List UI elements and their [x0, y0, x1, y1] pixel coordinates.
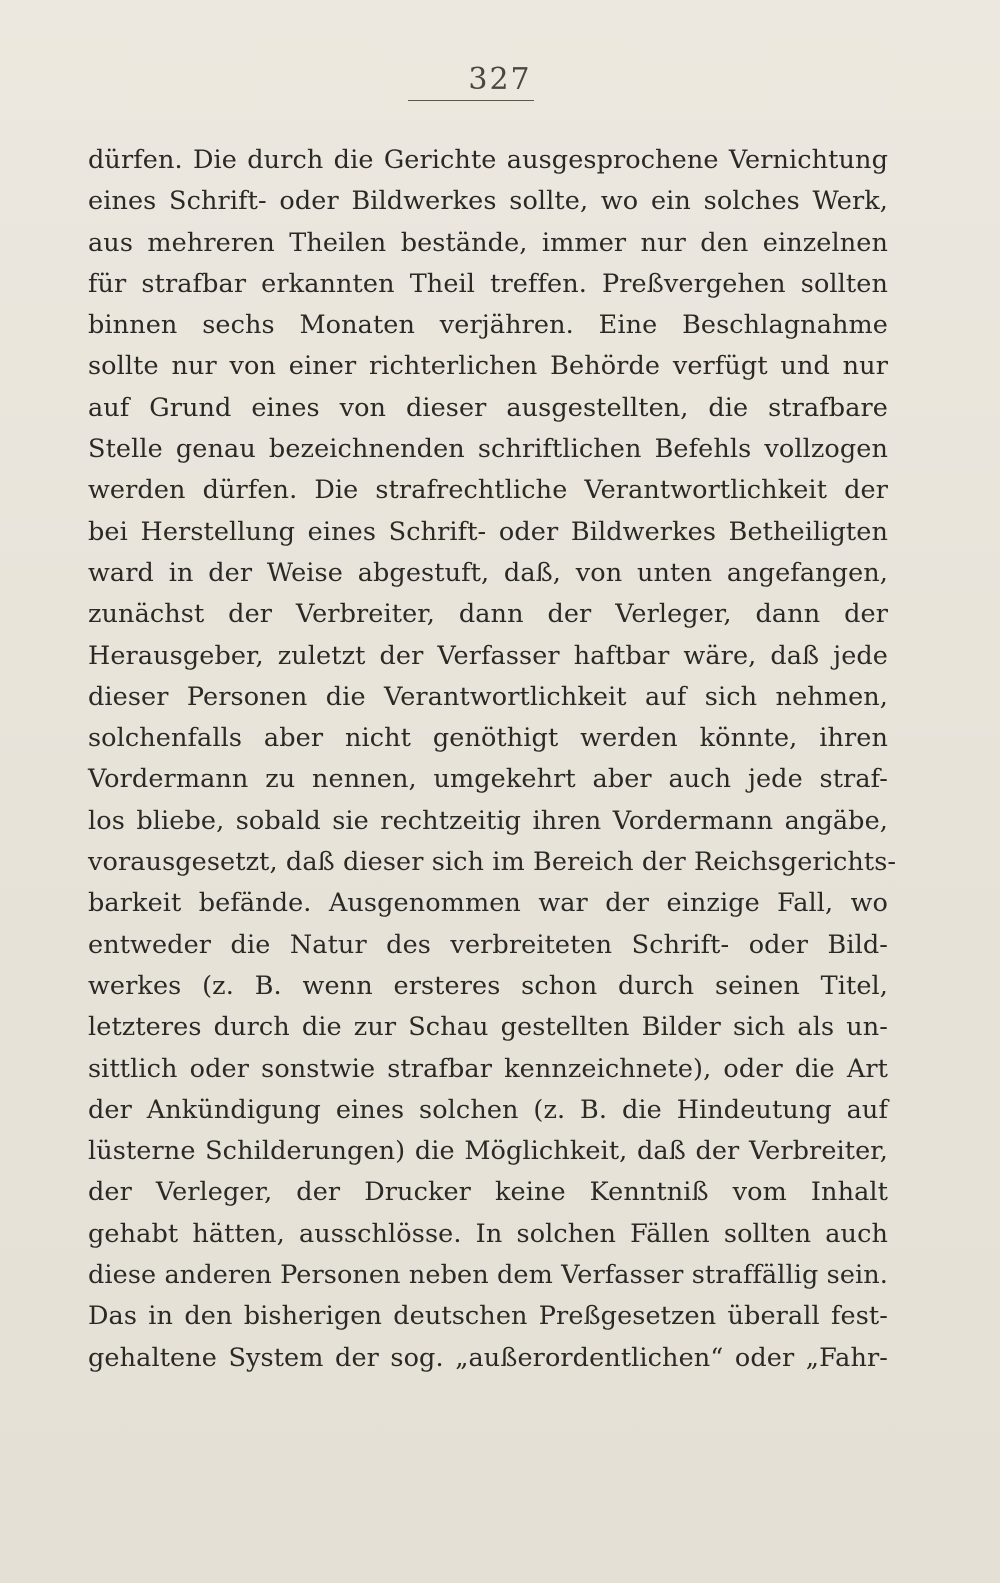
text-line: vorausgesetzt, daß dieser sich im Bereich der Reichsgerichts-: [88, 847, 897, 878]
text-line: werden dürfen. Die strafrechtliche Verantwortlichkeit der: [88, 475, 888, 506]
text-line: eines Schrift- oder Bildwerkes sollte, wo ein solches Werk,: [88, 186, 888, 217]
text-line: letzteres durch die zur Schau gestellten Bilder sich als un-: [88, 1012, 888, 1043]
text-line: solchenfalls aber nicht genöthigt werden könnte, ihren: [88, 723, 888, 754]
body-text: [88, 140, 897, 1379]
text-line: lüsterne Schilderungen) die Möglichkeit, daß der Verbreiter,: [88, 1136, 888, 1167]
text-line: Vordermann zu nennen, umgekehrt aber auch jede straf-: [88, 764, 888, 795]
page-number: 327: [468, 62, 532, 97]
text-line: Stelle genau bezeichnenden schriftlichen Befehls vollzogen: [88, 434, 888, 465]
text-line: für strafbar erkannten Theil treffen. Preßvergehen sollten: [88, 268, 888, 299]
text-line: diese anderen Personen neben dem Verfasser straffällig sein.: [88, 1260, 888, 1291]
header-rule: [408, 100, 534, 101]
text-line: der Ankündigung eines solchen (z. B. die Hindeutung auf: [88, 1094, 888, 1125]
text-line: gehabt hätten, ausschlösse. In solchen Fällen sollten auch: [88, 1218, 888, 1249]
text-line: ward in der Weise abgestuft, daß, von unten angefangen,: [88, 557, 888, 588]
text-line: los bliebe, sobald sie rechtzeitig ihren Vordermann angäbe,: [88, 805, 888, 836]
text-line: aus mehreren Theilen bestände, immer nur den einzelnen: [88, 227, 888, 258]
text-line: zunächst der Verbreiter, dann der Verleger, dann der: [88, 599, 888, 630]
text-line: entweder die Natur des verbreiteten Schrift- oder Bild-: [88, 929, 888, 960]
text-line: Herausgeber, zuletzt der Verfasser haftbar wäre, daß jede: [88, 640, 888, 671]
text-line: gehaltene System der sog. „außerordentlichen“ oder „Fahr-: [88, 1342, 888, 1373]
text-line: werkes (z. B. wenn ersteres schon durch seinen Titel,: [88, 970, 888, 1001]
text-line: barkeit befände. Ausgenommen war der einzige Fall, wo: [88, 888, 888, 919]
text-line: binnen sechs Monaten verjähren. Eine Beschlagnahme: [88, 310, 888, 341]
text-line: dürfen. Die durch die Gerichte ausgesprochene Vernichtung: [88, 145, 888, 175]
text-line: sollte nur von einer richterlichen Behörde verfügt und nur: [88, 351, 888, 382]
text-line: bei Herstellung eines Schrift- oder Bildwerkes Betheiligten: [88, 516, 888, 547]
text-line: auf Grund eines von dieser ausgestellten, die strafbare: [88, 392, 888, 423]
text-line: der Verleger, der Drucker keine Kenntniß vom Inhalt: [88, 1177, 888, 1208]
text-line: Das in den bisherigen deutschen Preßgesetzen überall fest-: [88, 1301, 888, 1332]
text-line: sittlich oder sonstwie strafbar kennzeichnete), oder die Art: [88, 1053, 888, 1084]
text-line: dieser Personen die Verantwortlichkeit auf sich nehmen,: [88, 681, 888, 712]
